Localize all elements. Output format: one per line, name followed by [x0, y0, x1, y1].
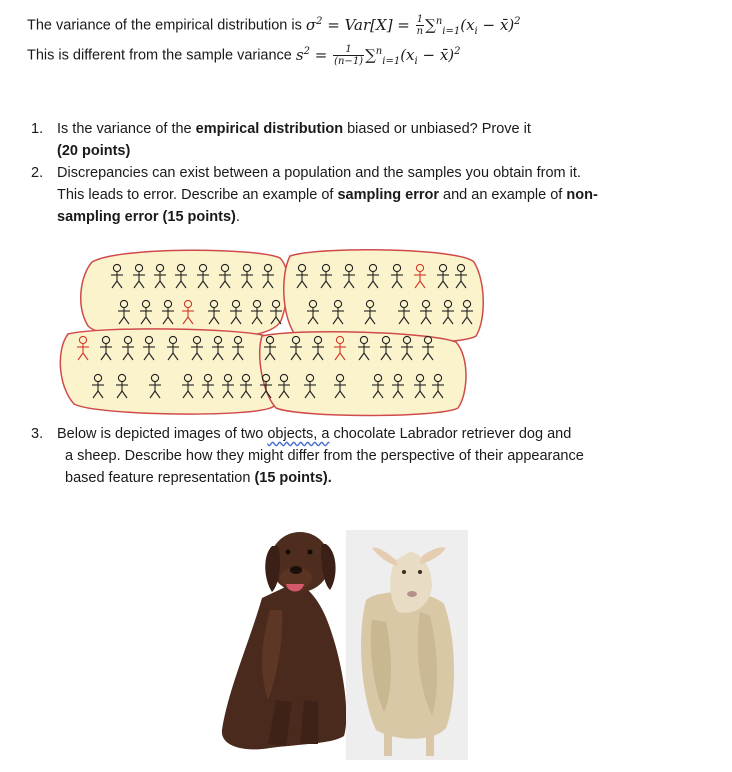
formula-1-math: $\sigma^2 = Var[X]$ = $\frac{1}{n}$ $\sum^n_{i=1}(x_i$ − x̄)$^2$ [305, 14, 521, 37]
question-2-line-3: sampling error (15 points). [57, 209, 240, 225]
question-2-line-1: Discrepancies can exist between a population and the samples you obtain from it. [57, 165, 581, 181]
formula-2-text: This is different from the sample variance [27, 47, 296, 64]
question-3-line-3: based feature representation (15 points). [65, 470, 332, 486]
question-3-line-2: a sheep. Describe how they might differ from the perspective of their appearance [65, 448, 584, 464]
formula-2-math: $s^2$ = $\frac{1}{(n-1)}$ $\sum^n_{i=1}(x_i$ − x̄)$^2$ [295, 44, 461, 67]
formula-1-text: The variance of the empirical distribution is [27, 17, 306, 34]
question-1-line-1: Is the variance of the empirical distribution biased or unbiased? Prove it [57, 121, 531, 137]
question-1-points: (20 points) [57, 143, 131, 159]
question-3-line-1: Below is depicted images of two objects, a chocolate Labrador retriever dog and [57, 426, 572, 442]
question-2-line-2: This leads to error. Describe an example of sampling error and an example of non- [57, 187, 598, 203]
question-1-number: 1. [31, 121, 44, 137]
question-3-number: 3. [31, 426, 44, 442]
sheep-image [346, 530, 468, 760]
labrador-dog-image [222, 532, 346, 749]
question-2-number: 2. [31, 165, 44, 181]
